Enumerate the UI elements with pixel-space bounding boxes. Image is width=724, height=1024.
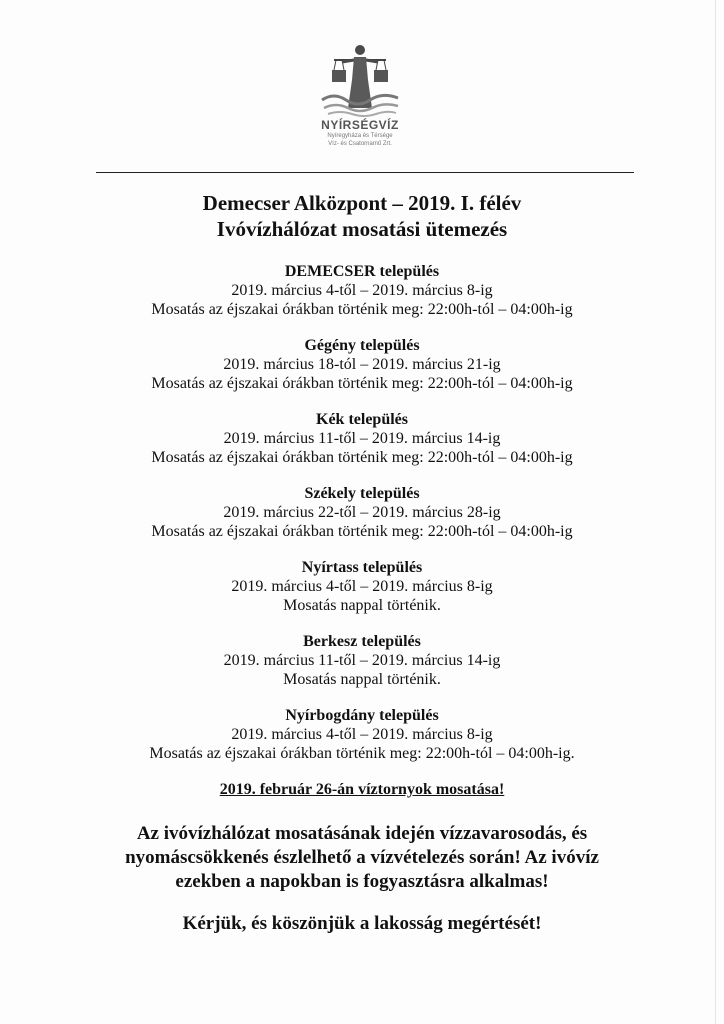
settlement-name: Kék település <box>316 411 408 428</box>
schedule-note: Mosatás az éjszakai órákban történik meg: 22:00h-tól – 04:00h-ig <box>151 375 573 392</box>
document-title: Demecser Alközpont – 2019. I. félév <box>202 191 522 215</box>
warning-paragraph <box>60 822 664 894</box>
page-edge <box>715 0 716 1024</box>
schedule-note: Mosatás az éjszakai órákban történik meg: 22:00h-tól – 04:00h-ig. <box>149 745 575 762</box>
schedule-dates: 2019. március 11-től – 2019. március 14-ig <box>223 430 501 447</box>
settlement-name: Nyírtass település <box>301 559 423 576</box>
schedule-section <box>60 706 664 763</box>
settlement-name: DEMECSER település <box>284 263 440 280</box>
schedule-dates: 2019. március 22-től – 2019. március 28-ig <box>223 504 501 521</box>
schedule-section <box>60 336 664 393</box>
schedule-note: Mosatás az éjszakai órákban történik meg: 22:00h-tól – 04:00h-ig <box>151 301 573 318</box>
warning-line: Az ivóvízhálózat mosatásának idején vízzavarosodás, és <box>136 823 588 844</box>
header-divider <box>96 172 634 173</box>
schedule-dates: 2019. március 4-től – 2019. március 8-ig <box>231 726 493 743</box>
schedule-note: Mosatás nappal történik. <box>283 671 441 688</box>
schedule-note: Mosatás nappal történik. <box>283 597 441 614</box>
schedule-dates: 2019. március 4-től – 2019. március 8-ig <box>231 282 493 299</box>
settlement-name: Gégény település <box>304 337 420 354</box>
document-body <box>60 190 664 936</box>
schedule-note: Mosatás az éjszakai órákban történik meg: 22:00h-tól – 04:00h-ig <box>151 449 573 466</box>
logo-name: NYÍRSÉGVÍZ <box>321 118 399 132</box>
warning-line: nyomáscsökkenés észlelhető a vízvételezés során! Az ivóvíz <box>125 847 599 868</box>
water-carrier-logo-icon <box>320 40 400 118</box>
logo-subtitle-1: Nyíregyháza és Térsége <box>327 133 393 139</box>
schedule-note: Mosatás az éjszakai órákban történik meg: 22:00h-tól – 04:00h-ig <box>151 523 573 540</box>
schedule-section <box>60 484 664 541</box>
schedule-section <box>60 558 664 615</box>
logo-subtitle-2: Víz- és Csatornamű Zrt. <box>328 141 392 147</box>
warning-line: ezekben a napokban is fogyasztásra alkalmas! <box>175 871 549 892</box>
schedule-dates: 2019. március 18-tól – 2019. március 21-ig <box>223 356 501 373</box>
water-tower-notice: 2019. február 26-án víztornyok mosatása! <box>219 781 505 798</box>
schedule-dates: 2019. március 4-től – 2019. március 8-ig <box>231 578 493 595</box>
schedule-dates: 2019. március 11-től – 2019. március 14-ig <box>223 652 501 669</box>
settlement-name: Székely település <box>304 485 420 502</box>
settlement-name: Nyírbogdány település <box>285 707 439 724</box>
thanks-line: Kérjük, és köszönjük a lakosság megértését! <box>182 913 542 934</box>
schedule-section <box>60 410 664 467</box>
schedule-section <box>60 262 664 319</box>
document-subtitle: Ivóvízhálózat mosatási ütemezés <box>216 217 508 241</box>
schedule-section <box>60 632 664 689</box>
company-logo <box>300 40 420 148</box>
settlement-name: Berkesz település <box>303 633 421 650</box>
